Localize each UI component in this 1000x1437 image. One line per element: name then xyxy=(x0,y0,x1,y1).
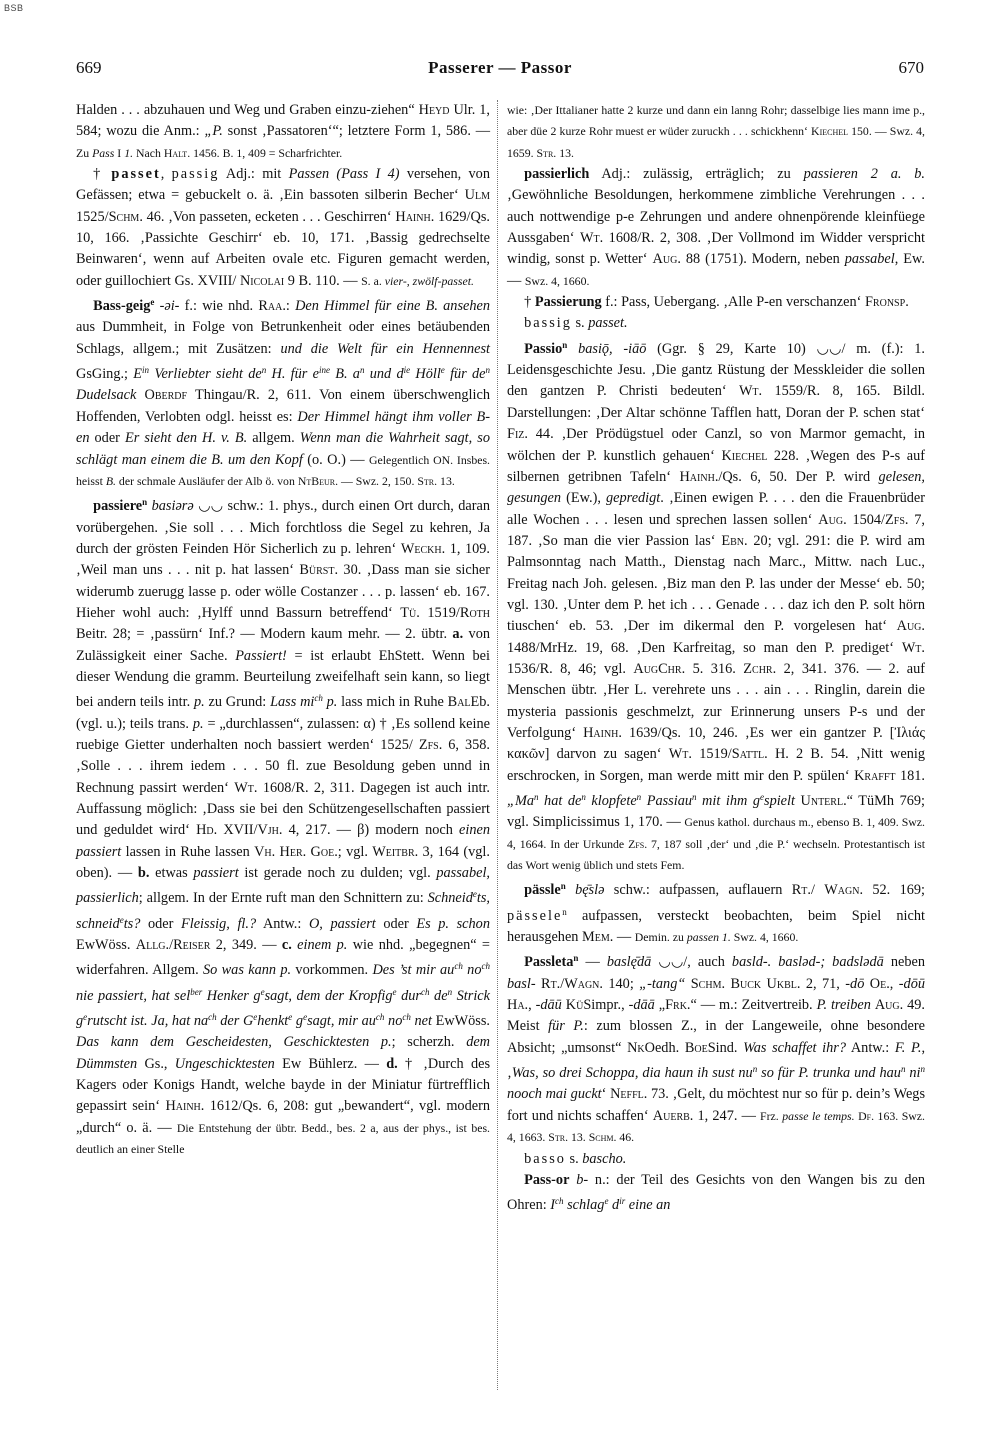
entry-basso: basso s. bascho. xyxy=(524,1150,627,1167)
library-stamp: BSB xyxy=(4,3,24,13)
entry-bassig: bassig s. passet. xyxy=(524,315,628,332)
running-header xyxy=(76,58,924,84)
entry-passierlich: passierlich Adj.: zulässig, erträglich; zu passieren 2 a. b. ‚Gewöhnliche Besoldungen, herkommene zimbliche Verehrungen . . . auch nottwendige p-e Zehrungen und andere ohnenpörende kleinfüege Aussgaben‘ Wt. 1608/R. 2, 308. ‚Der Vollmond im Widder verspricht windig, sonst p. Wetter‘ Aug. 88 (1751). Modern, neben passabel, Ew. — Swz. 4, 1660. xyxy=(507,166,925,289)
entry-passion: Passio$^n$ basiǭ, -iāō (Ggr. § 29, Karte 10) ◡◡/ m. (f.): 1. Leidensgeschichte Jesu. ‚Die gantz Rüstung der Messkleider die sollen den gantzen P. Christi bedeuten‘ Wt. 1559/R. 8, 165. Bildl. Darstellungen: ‚Der Altar schönne Tafflen hatt, Doran der P. schen stat‘ Fiz. 44. ‚Der Prödügstuel oder Canzl, so von Marmor gemacht, in wölchen der P. kunstlich gehauen‘ Kiechel 228. ‚Wegen des P-s auf silbernen getribnen Tafeln‘ Hainh./Qs. 6, 50. Der P. wird gelesen, gesungen (Ew.), gepredigt. ‚Einen ewigen P. . . . den die Frauenbrüder alle Wochen . . . lesen und sprechen lassen sollen‘ Aug. 1504/Zfs. 7, 187. ‚So man die vier Passion las‘ Ebn. 20; vgl. 291: die P. wird am Palmsonntag nach Matth., Dienstag nach Marc., Mittw. nach Luc., Freitag nach Joh. gelesen. ‚Biz man den P. las under der Messe‘ eb. 50; vgl. 130. ‚Unter dem P. het ich . . . Genade . . . daz ich den P. solt hörn tiuschen‘ eb. 53. ‚Der im dikermal den P. vorgelesen hat‘ Aug. 1488/MrHz. 19, 68. ‚Den Karfreitag, so man den P. prediget‘ Wt. 1536/R. 8, 46; vgl. AugChr. 5. 316. Zchr. 2, 341. 376. — 2. auf Menschen übtr. ‚Her L. verehrete uns . . . ain . . . Ringlin, darein die mysteria passionis geschmelzt, zur Erinnerung unsers P-s und der Verfolgung‘ Hainh. 1639/Qs. 10, 246. ‚Es wer ein gantzer P. [Ἰλιάς κακῶν] darvon zu sagen‘ Wt. 1519/Sattl. H. 2 B. 54. ‚Nitt wenig erschrocken, in Sorgen, man werde mitt mir den P. spülen‘ Krafft 181. „Ma$^n$ hat $de^n$ klopfete$^n$ Passiau$^n$ mit ihm $g^espielt$ Unterl.“ TüMh 769; vgl. Simplicissimus 1, 170. — Genus kathol. durchaus m., ebenso B. 1, 409. Swz. 4, 1664. In der Urkunde Zfs. 7, 187 soll ‚der‘ und ‚die P.‘ wechseln. Protestantisch ist das Wort wenig üblich und stets Fem. xyxy=(507,339,926,873)
entry-pass-or: Pass-or b- n.: der Teil des Gesichts von den Wangen bis zu den Ohren: $I^{ch}$ schlag$^e$ $d^{ir}$ eine an xyxy=(507,1171,925,1214)
entry-passerer-continued: Halden . . . abzuhauen und Weg und Graben einzu-ziehen“ Heyd Ulr. 1, 584; wozu die Anm.: „P. sonst ‚Passatoren‘“; letztere Form 1, 586. — Zu Pass I 1. Nach Halt. 1456. B. 1, 409 = Scharfrichter. xyxy=(76,102,491,160)
page-number-left: 669 xyxy=(76,58,102,77)
column-left xyxy=(76,100,490,1161)
column-right xyxy=(507,100,925,1217)
running-title: Passerer — Passor xyxy=(428,58,572,77)
page-number-right: 670 xyxy=(898,58,924,77)
entry-passierung: † Passierung f.: Pass, Uebergang. ‚Alle P-en verschanzen‘ Fronsp. xyxy=(524,294,909,311)
entry-paessle: pässle$^n$ bę̄slə schw.: aufpassen, auflauern Rt./ Wagn. 52. 169; pässele$^n$ aufpassen, versteckt beobachten, beim Spiel nicht herausgehen Mem. — Demin. zu passen 1. Swz. 4, 1660. xyxy=(507,881,925,946)
entry-passieren: passiere$^n$ basiərə ◡◡ schw.: 1. phys., durch einen Ort durch, daran vorübergehen. ‚Sie soll . . . Mich forchtloss die Segel zu kehren, Ja durch der grösten Feinden Hör Sicherlich zu p. lehren‘ Weckh. 1, 109. ‚Weil man uns . . . nit p. hat lassen‘ Bürst. 30. ‚Dass man sie sicher widerumb zuerugg lasse p. oder wölle Costanzer . . . p. lassen‘ eb. 167. Hieher wohl auch: ‚Hylff unnd Bassurn betreffend‘ Tü. 1519/Roth Beitr. 28; = ‚passürn‘ Inf.? — Modern kaum mehr. — 2. übtr. a. von Zulässigkeit einer Sache. Passiert! = ist erlaubt EhStett. Wenn bei dieser Wendung die gramm. Beurteilung zweifelhaft sein kann, so liegt bei andern teils intr. p. zu Grund: Lass $mi^{ch}$ p. lass mich in Ruhe BalEb. (vgl. u.); teils trans. p. = „durchlassen“, zulassen: α) † ‚Es sollend keine ruebige Gietter underhalten noch bassiert werden‘ 1525/ Zfs. 6, 358. ‚Solle . . . ihrem iedem . . . 50 fl. zue Besoldung geben unnd in Rechnung passirt werden‘ Wt. 1608/R. 2, 311. Dagegen ist auch intr. Auffassung möglich: ‚Dass sie bei den Schützengesellschaften passiert und geduldet wird‘ Hd. XVII/Vjh. 4, 217. — β) modern noch einen passiert lassen in Ruhe lassen Vh. Her. Goe.; vgl. Weitbr. 3, 164 (vgl. oben). — b. etwas passiert ist gerade noch zu dulden; vgl. passabel, passierlich; allgem. In der Ernte ruft man den Schnittern zu: Schneid$^e$ts, schneid$^e$ts? oder Fleissig, fl.? Antw.: O, passiert oder Es p. schon EwWöss. Allg./Reiser 2, 349. — c. einem p. wie nhd. „begegnen“ = widerfahren. Allgem. So was kann p. vorkommen. Des ’st mir $au^{ch}$ $no^{ch}$ nie passiert, hat sel$^{ber}$ Henker $g^esagt$, dem der Kropfig$^e$ dur$^{ch}$ $de^n$ Strick $g^erutscht$ ist. Ja, hat $na^{ch}$ der $G^ehenkt^e$ $g^esagt$, mir $au^{ch}$ $no^{ch}$ net EwWöss. Das kann dem Gescheidesten, Geschicktesten p.; scherzh. dem Dümmsten Gs., Ungeschicktesten Ew Bühlerz. — d. † ‚Durch des Kagers oder Konigs Handt, welche bayde in der Miniatur fürtrefflich gepassirt sein‘ Hainh. 1612/Qs. 6, 208: gut „bewandert“, vgl. modern „durch“ o. ä. — Die Entstehung der übtr. Bedd., bes. 2 a, aus der phys., ist bes. deutlich an einer Stelle xyxy=(76,497,491,1157)
column-divider xyxy=(497,100,498,1390)
entry-passletan: Passleta$^n$ — baslę̄dā ◡◡/, auch basld-. basləd-; badslədā neben basl- Rt./Wagn. 140; „-tang“ Schm. Buck Ukbl. 2, 71, -dō Oe., -dōū Ha., -dāū KüSimpr., -dāā „Frk.“ — m.: Zeitvertreib. P. treiben Aug. 49. Meist für P.: zum blossen Z., in der Langeweile, ohne besondere Absicht; „umsonst“ NkOedh. BoeSind. Was schaffet ihr? Antw.: F. P., ‚Was, so drei Schoppa, dia haun ih sust $nu^n$ so für P. trunka und hau$^n$ $ni^n$ nooch mai guckt‘ Neffl. 73. ‚Gelt, du möchtest nur so für p. dein’s Wegs fort und nichts schaffen‘ Auerb. 1, 247. — Frz. passe le temps. Df. 163. Swz. 4, 1663. Str. 13. Schm. 46. xyxy=(507,953,926,1145)
entry-passet: † passet, passig Adj.: mit Passen (Pass I 4) versehen, von Gefässen; etwa = gebuckelt o. ä. ‚Ein bassoten silberin Becher‘ Ulm 1525/Schm. 46. ‚Von passeten, ecketen . . . Geschirren‘ Hainh. 1629/Qs. 10, 166. ‚Passichte Geschirr‘ eb. 10, 171. ‚Bassig gedrechselte Beinwaren‘, wenn auf Arbeiten ovale etc. Figuren gemacht werden, oder guillochiert Gs. XVIII/ Nicolai 9 B. 110. — S. a. vier-, zwölf-passet. xyxy=(76,166,490,289)
entry-passieren-note: wie: ‚Der Ittalianer hatte 2 kurze und dann ein lanng Rohr; dasselbige lies mann ime p., aber düe 2 kurze Rohr muest er wüder zuruckh . . . schickhenn‘ Kiechel 150. — Swz. 4, 1659. Str. 13. xyxy=(507,103,925,160)
entry-bass-geige: Bass-geig$^e$ -əi- f.: wie nhd. Raa.: Den Himmel für eine B. ansehen aus Dummheit, in Folge von Betrunkenheit oder eines betäubenden Schlags, allgem.; mit Zusätzen: und die Welt für ein Hennennest GsGing.; $E^{in}$ Verliebter sieht $de^n$ H. für $e^{ine}$ B. $a^n$ und $d^{ie}$ Höll$^e$ für $de^n$ Dudelsack Oberdf Thingau/R. 2, 611. Von einem überschwenglich Hoffenden, Verlobten odgl. heisst es: Der Himmel hängt ihm voller B-en oder Er sieht den H. v. B. allgem. Wenn man die Wahrheit sagt, so schlägt man einem die B. um den Kopf (o. O.) — Gelegentlich ON. Insbes. heisst B. der schmale Ausläufer der Alb ö. von NtBeur. — Swz. 2, 150. Str. 13. xyxy=(76,297,491,488)
